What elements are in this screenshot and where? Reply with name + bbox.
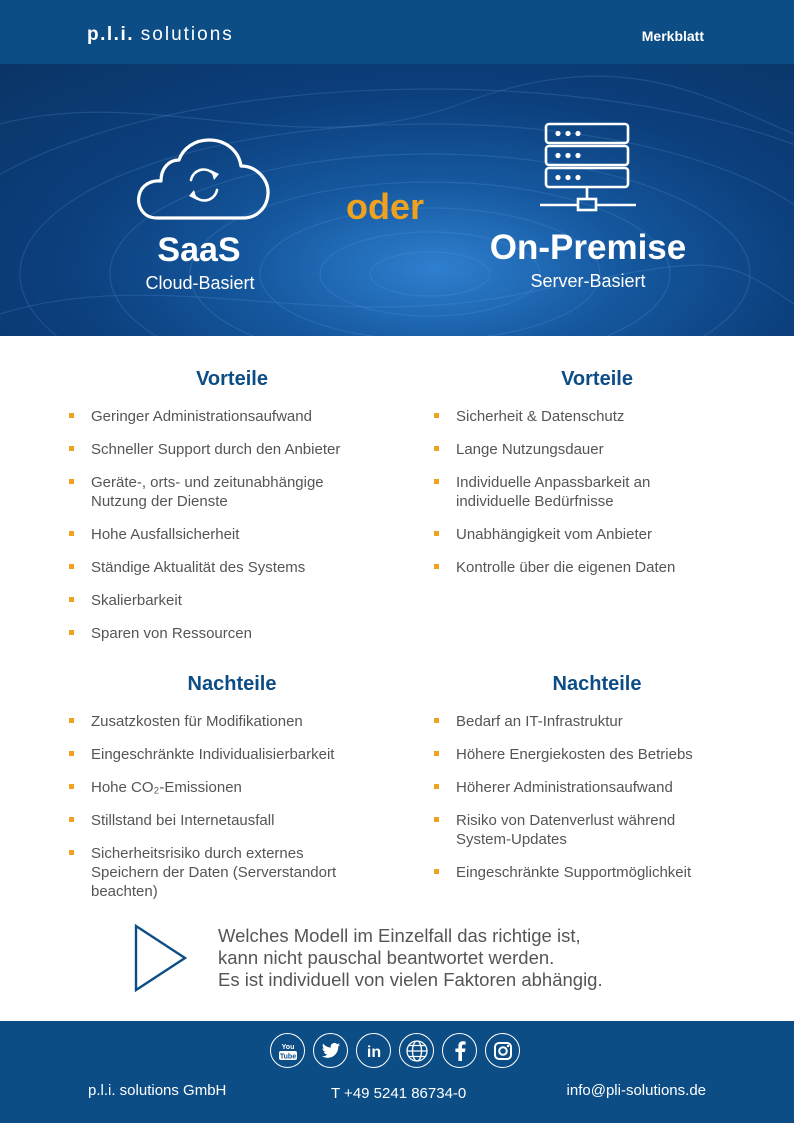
play-arrow-icon	[133, 923, 189, 993]
footer-phone[interactable]: T +49 5241 86734-0	[331, 1085, 467, 1102]
footer-email[interactable]: info@pli-solutions.de	[566, 1082, 706, 1099]
list-item: Höherer Administrationsaufwand	[432, 778, 762, 797]
page-header	[0, 0, 794, 64]
saas-advantages-heading: Vorteile	[196, 368, 268, 390]
list-item: Risiko von Datenverlust während System-Updates	[432, 811, 692, 849]
server-icon	[538, 122, 638, 216]
saas-disadvantages-section	[67, 673, 397, 915]
list-item: Geräte-, orts- und zeitunabhängige Nutzung der Dienste	[67, 473, 357, 511]
list-item: Individuelle Anpassbarkeit an individuelle Bedürfnisse	[432, 473, 692, 511]
social-links	[270, 1033, 520, 1068]
conclusion-line: Es ist individuell von vielen Faktoren abhängig.	[218, 969, 603, 990]
hero-banner	[0, 64, 794, 336]
onpremise-advantages-section	[432, 368, 762, 591]
list-item: Eingeschränkte Supportmöglichkeit	[432, 863, 762, 882]
onpremise-title: On-Premise	[489, 228, 687, 267]
conclusion-line: Welches Modell im Einzelfall das richtige ist,	[218, 925, 581, 946]
list-item: Höhere Energiekosten des Betriebs	[432, 745, 762, 764]
list-item: Skalierbarkeit	[67, 591, 397, 610]
list-item: Hohe CO₂-Emissionen	[67, 778, 397, 797]
linkedin-icon[interactable]	[356, 1033, 391, 1068]
list-item: Bedarf an IT-Infrastruktur	[432, 712, 762, 731]
footer-company: p.l.i. solutions GmbH	[88, 1082, 227, 1099]
saas-title: SaaS	[157, 231, 241, 269]
list-item: Sicherheitsrisiko durch externes Speichern der Daten (Serverstandort beachten)	[67, 844, 367, 901]
logo-bold-text: p.l.i.	[87, 24, 134, 45]
svg-text:You: You	[281, 1043, 294, 1051]
onpremise-disadvantages-heading: Nachteile	[552, 673, 642, 695]
list-item: Schneller Support durch den Anbieter	[67, 440, 397, 459]
saas-disadvantages-heading: Nachteile	[187, 673, 277, 695]
list-item: Ständige Aktualität des Systems	[67, 558, 397, 577]
conclusion-text	[218, 925, 603, 991]
onpremise-subtitle: Server-Basiert	[530, 271, 646, 291]
saas-advantages-list	[67, 407, 397, 643]
list-item: Geringer Administrationsaufwand	[67, 407, 397, 426]
saas-advantages-section	[67, 368, 397, 657]
twitter-icon[interactable]	[313, 1033, 348, 1068]
list-item: Lange Nutzungsdauer	[432, 440, 762, 459]
list-item: Zusatzkosten für Modifikationen	[67, 712, 397, 731]
onpremise-advantages-list	[432, 407, 762, 577]
company-logo[interactable]	[87, 24, 234, 46]
list-item: Sicherheit & Datenschutz	[432, 407, 762, 426]
list-item: Stillstand bei Internetausfall	[67, 811, 397, 830]
page-footer	[0, 1021, 794, 1123]
onpremise-advantages-heading: Vorteile	[561, 368, 633, 390]
list-item: Kontrolle über die eigenen Daten	[432, 558, 762, 577]
globe-icon[interactable]	[399, 1033, 434, 1068]
facebook-icon[interactable]	[442, 1033, 477, 1068]
list-item: Hohe Ausfallsicherheit	[67, 525, 397, 544]
oder-connector: oder	[345, 186, 424, 227]
cloud-icon	[135, 138, 273, 222]
document-type-label: Merkblatt	[641, 28, 704, 44]
list-item: Unabhängigkeit vom Anbieter	[432, 525, 762, 544]
youtube-icon[interactable]	[270, 1033, 305, 1068]
onpremise-disadvantages-list	[432, 712, 762, 882]
svg-text:Tube: Tube	[279, 1053, 296, 1060]
conclusion-line: kann nicht pauschal beantwortet werden.	[218, 947, 555, 968]
list-item: Eingeschränkte Individualisierbarkeit	[67, 745, 397, 764]
saas-subtitle: Cloud-Basiert	[145, 273, 255, 293]
svg-text:in: in	[366, 1043, 381, 1061]
logo-light-text: solutions	[140, 24, 234, 45]
onpremise-disadvantages-section	[432, 673, 762, 896]
saas-disadvantages-list	[67, 712, 397, 901]
instagram-icon[interactable]	[485, 1033, 520, 1068]
list-item: Sparen von Ressourcen	[67, 624, 397, 643]
